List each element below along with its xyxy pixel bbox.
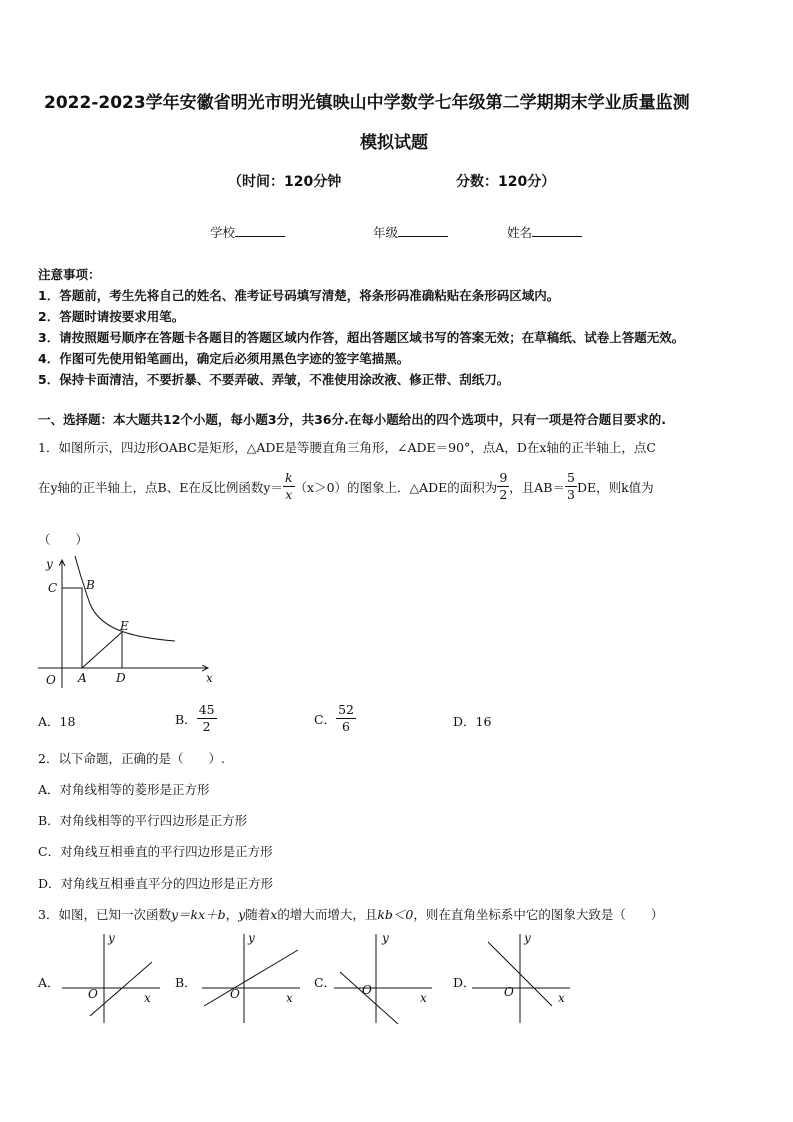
q1-answer-paren: （ ） [38,532,89,547]
q3-option-b[interactable]: B． [175,975,197,990]
name-blank[interactable] [532,224,582,237]
name-field [507,223,582,241]
q1-fraction-k-over-x: $\frac{k}{x}$ [284,470,293,502]
note-item: 4．作图可先使用铅笔画出，确定后必须用黑色字迹的签字笔描黑。 [38,351,410,366]
label-x: x [206,671,213,685]
school-field [210,223,285,241]
q1-option-d[interactable]: D．16 [453,714,492,729]
svg-text:x: x [420,991,427,1005]
q3-stem: 3．如图，已知一次函数y＝kx＋b，y随着x的增大而增大，且kb＜0，则在直角坐标系中它的图象大致是（ ） [38,907,664,922]
q1-option-b[interactable]: B． $\frac{45}{2}$ [175,702,215,734]
svg-text:O: O [362,983,372,997]
line-graph [340,972,398,1024]
svg-text:y: y [524,931,531,945]
school-label: 学校 [210,225,236,240]
svg-text:x: x [558,991,565,1005]
q2-option-a[interactable]: A．对角线相等的菱形是正方形 [38,782,210,797]
label-o: O [46,673,56,687]
q3-function: y＝kx＋b [170,907,226,922]
q2-option-c[interactable]: C．对角线互相垂直的平行四边形是正方形 [38,844,273,859]
q3-option-d[interactable]: D． [453,975,476,990]
q1-line-1: 1．如图所示，四边形OABC是矩形，△ADE是等腰直角三角形，∠ADE＝90°，点A，D在x轴的正半轴上，点C [38,440,656,455]
q1-option-c[interactable]: C． $\frac{52}{6}$ [314,702,354,734]
q3-option-a[interactable]: A． [38,975,60,990]
svg-text:y: y [248,931,255,945]
time-limit: （时间：120分钟 [228,174,342,190]
q1-text-a: 在y轴的正半轴上，点B、E在反比例函数y＝ [38,479,283,495]
q1-option-a[interactable]: A．18 [38,714,76,729]
rectangle-oabc [62,588,82,668]
q3-graph-b[interactable] [200,928,310,1028]
q1-text-c: ，且AB＝ [509,479,565,495]
svg-text:y: y [382,931,389,945]
q3-graph-d[interactable] [470,928,580,1028]
q1-option-c-fraction: $\frac{52}{6}$ [338,702,354,734]
label-a: A [78,671,87,685]
svg-text:x: x [286,991,293,1005]
grade-blank[interactable] [398,224,448,237]
note-item: 5．保持卡面清洁，不要折暴、不要弄破、弄皱，不准使用涂改液、修正带、刮纸刀。 [38,372,510,387]
title-line-2: 模拟试题 [360,133,428,153]
q3-option-c[interactable]: C． [314,975,337,990]
line-graph [90,962,152,1016]
note-item: 1．答题前，考生先将自己的姓名、准考证号码填写清楚，将条形码准确粘贴在条形码区域内。 [38,288,560,303]
school-blank[interactable] [235,224,285,237]
q2-option-b[interactable]: B．对角线相等的平行四边形是正方形 [38,813,248,828]
q3-condition: kb＜0 [377,907,414,922]
q1-option-b-fraction: $\frac{45}{2}$ [198,702,215,734]
label-e: E [120,619,129,633]
note-item: 3．请按照题号顺序在答题卡各题目的答题区域内作答，超出答题区域书写的答案无效；在草稿纸、试卷上答题无效。 [38,330,685,345]
line-graph [204,950,298,1006]
q3-graph-a[interactable] [60,928,170,1028]
svg-text:y: y [108,931,115,945]
note-item: 2．答题时请按要求用笔。 [38,309,185,324]
label-y: y [46,557,53,571]
section-heading: 一、选择题：本大题共12个小题，每小题3分，共36分.在每小题给出的四个选项中，只有一项是符合题目要求的. [38,412,666,427]
q3-graph-c[interactable] [332,928,442,1028]
label-c: C [48,581,58,595]
svg-text:O: O [88,987,98,1001]
total-score: 分数：120分） [456,174,556,190]
q1-figure [30,552,220,692]
q1-text-d: DE，则k值为 [576,479,654,495]
title-line-1: 2022-2023学年安徽省明光市明光镇映山中学数学七年级第二学期期末学业质量监测 [44,93,690,113]
grade-label: 年级 [373,225,399,240]
notes-heading: 注意事项： [38,267,101,282]
label-d: D [116,671,126,685]
name-label: 姓名 [507,225,533,240]
q1-text-b: （x＞0）的图象上．△ADE的面积为 [294,479,498,495]
q1-fraction-ab: $\frac{5}{3}$ [566,470,575,502]
svg-text:O: O [230,987,240,1001]
svg-text:x: x [144,991,151,1005]
q2-option-d[interactable]: D．对角线互相垂直平分的四边形是正方形 [38,876,274,891]
q2-stem: 2．以下命题，正确的是（ ）. [38,751,225,766]
label-b: B [86,578,95,592]
svg-text:O: O [504,985,514,999]
triangle-ade [82,632,122,668]
q1-line-2 [38,470,654,503]
q1-fraction-area: $\frac{9}{2}$ [499,470,508,502]
grade-field [373,223,448,241]
